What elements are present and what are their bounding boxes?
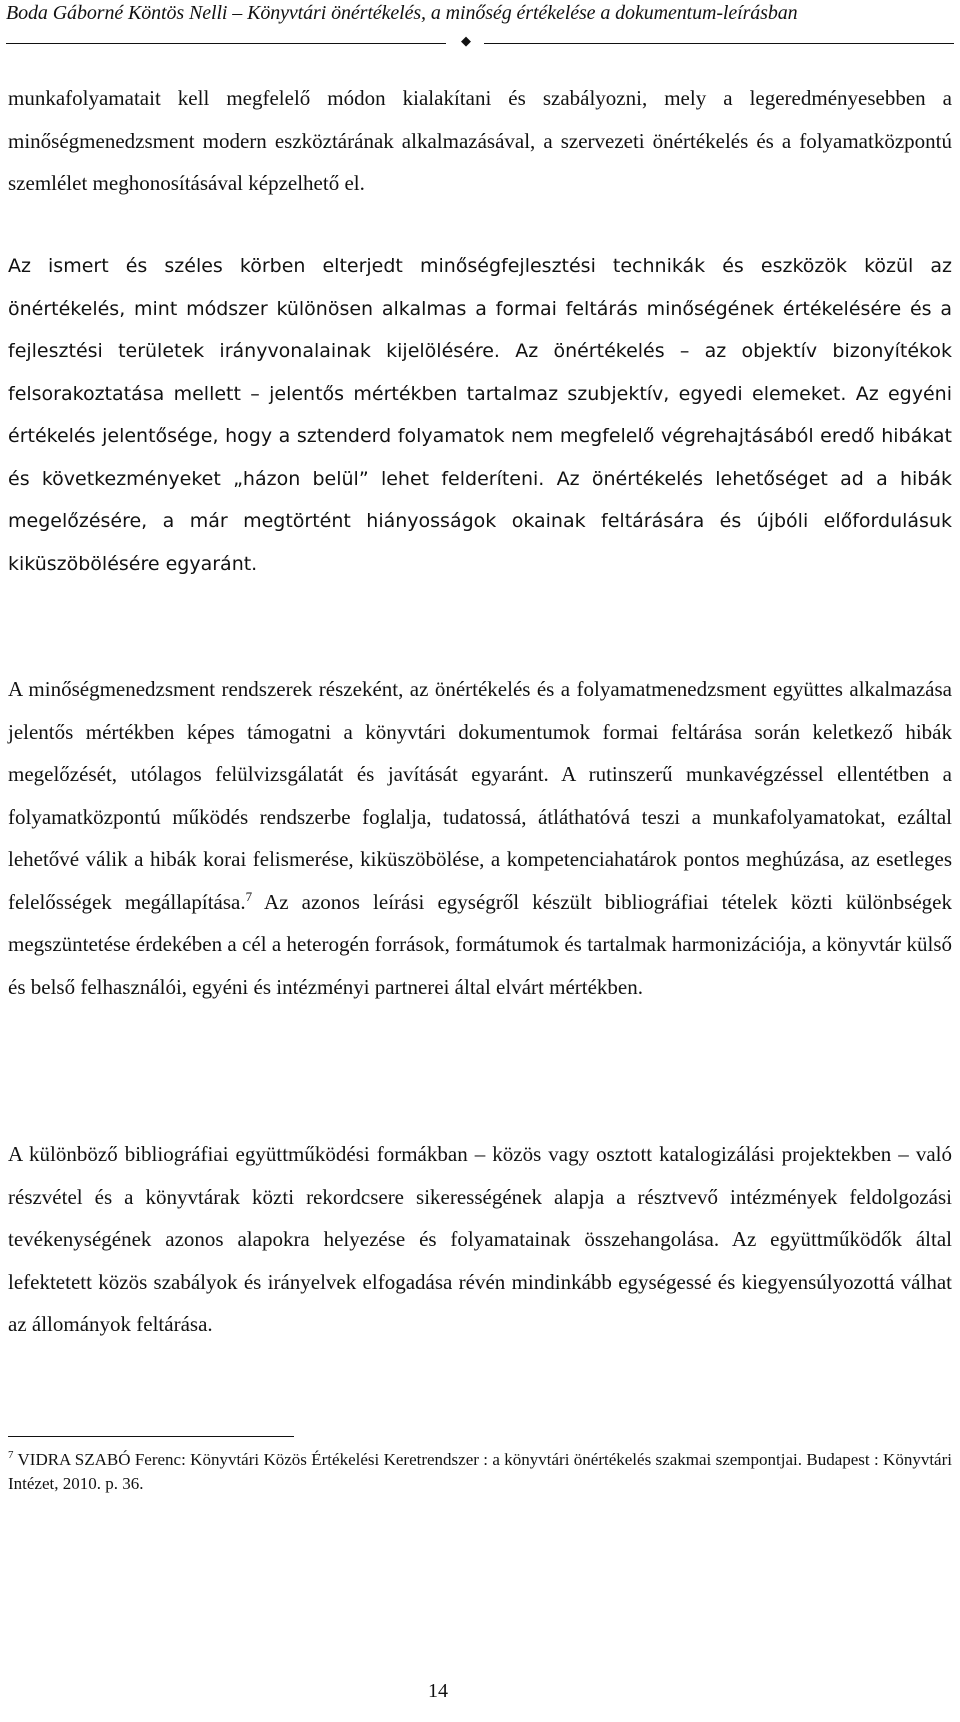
footnote [8,1448,952,1496]
running-header [6,0,954,52]
footnote-number: 7 [8,1449,14,1462]
paragraph-2: Az ismert és széles körben elterjedt minőségfejlesztési technikák és eszközök közül az önértékelés, mint módszer különösen alkalmas a formai feltárás minőségének értékelésére és a fejlesztési területek irányvonalainak kijelölésére. Az önértékelés – az objektív bizonyítékok felsorakoztatása mellett – jelentős mértékben tartalmaz szubjektív, egyedi elemeket. Az egyéni értékelés jelentősége, hogy a sztenderd folyamatok nem megfelelő végrehajtásából eredő hibákat és következményeket „házon belül” lehet felderíteni. Az önértékelés lehetőséget ad a hibák megelőzésére, a már megtörtént hiányosságok okainak feltárására és újbóli előfordulásuk kiküszöbölésére egyaránt. [8,255,952,575]
footnote-reference[interactable]: 7 [245,888,253,904]
paragraph-1: munkafolyamatait kell megfelelő módon kialakítani és szabályozni, mely a legeredményesebben a minőségmenedzsment modern eszköztárának alkalmazásával, a szervezeti önértékelés és a folyamatközpontú szemlélet meghonosításával képzelhető el. [8,86,952,195]
paragraph-3-text-before-ref: A minőségmenedzsment rendszerek részeként, az önértékelés és a folyamatmenedzsment együttes alkalmazása jelentős mértékben képes támogatni a könyvtári dokumentumok formai feltárása során keletkező hibák megelőzését, utólagos felülvizsgálatát és javítását egyaránt. A rutinszerű munkavégzéssel ellentétben a folyamatközpontú működés rendszerbe foglalja, tudatossá, átláthatóvá teszi a munkafolyamatokat, ezáltal lehetővé válik a hibák korai felismerése, kiküszöbölése, a kompetenciahatárok pontos meghúzása, az esetleges felelősségek megállapítása. [8,677,952,914]
footnote-text: VIDRA SZABÓ Ferenc: Könyvtári Közös Értékelési Keretrendszer : a könyvtári önértékelés szakmai szempontjai. Budapest : Könyvtári Intézet, 2010. p. 36. [8,1450,952,1493]
paragraph-3-text-after-ref: Az azonos leírási egységről készült bibliográfiai tételek közti különbségek megszüntetése érdekében a cél a heterogén források, formátumok és tartalmak harmonizációja, a könyvtár külső és belső felhasználói, egyéni és intézményi partnerei által elvárt mértékben. [8,889,952,999]
paragraph-4: A különböző bibliográfiai együttműködési formákban – közös vagy osztott katalogizálási projektekben – való részvétel és a könyvtárak közti rekordcsere sikerességének alapja a résztvevő intézmények feldolgozási tevékenységének azonos alapokra helyezése és folyamatainak összehangolása. Az együttműködők által lefektetett közös szabályok és irányelvek elfogadása révén mindinkább egységessé és kiegyensúlyozottá válhat az állományok feltárása. [8,1142,952,1336]
header-rule-right [484,43,954,44]
header-rule-left [6,43,446,44]
page-number: 14 [428,1680,448,1702]
footnote-separator [8,1436,294,1437]
paragraph-3 [8,668,952,1008]
header-title: Boda Gáborné Köntös Nelli – Könyvtári önértékelés, a minőség értékelése a dokumentum-leírásban [6,2,798,24]
diamond-ornament-icon: ◆ [461,34,471,49]
